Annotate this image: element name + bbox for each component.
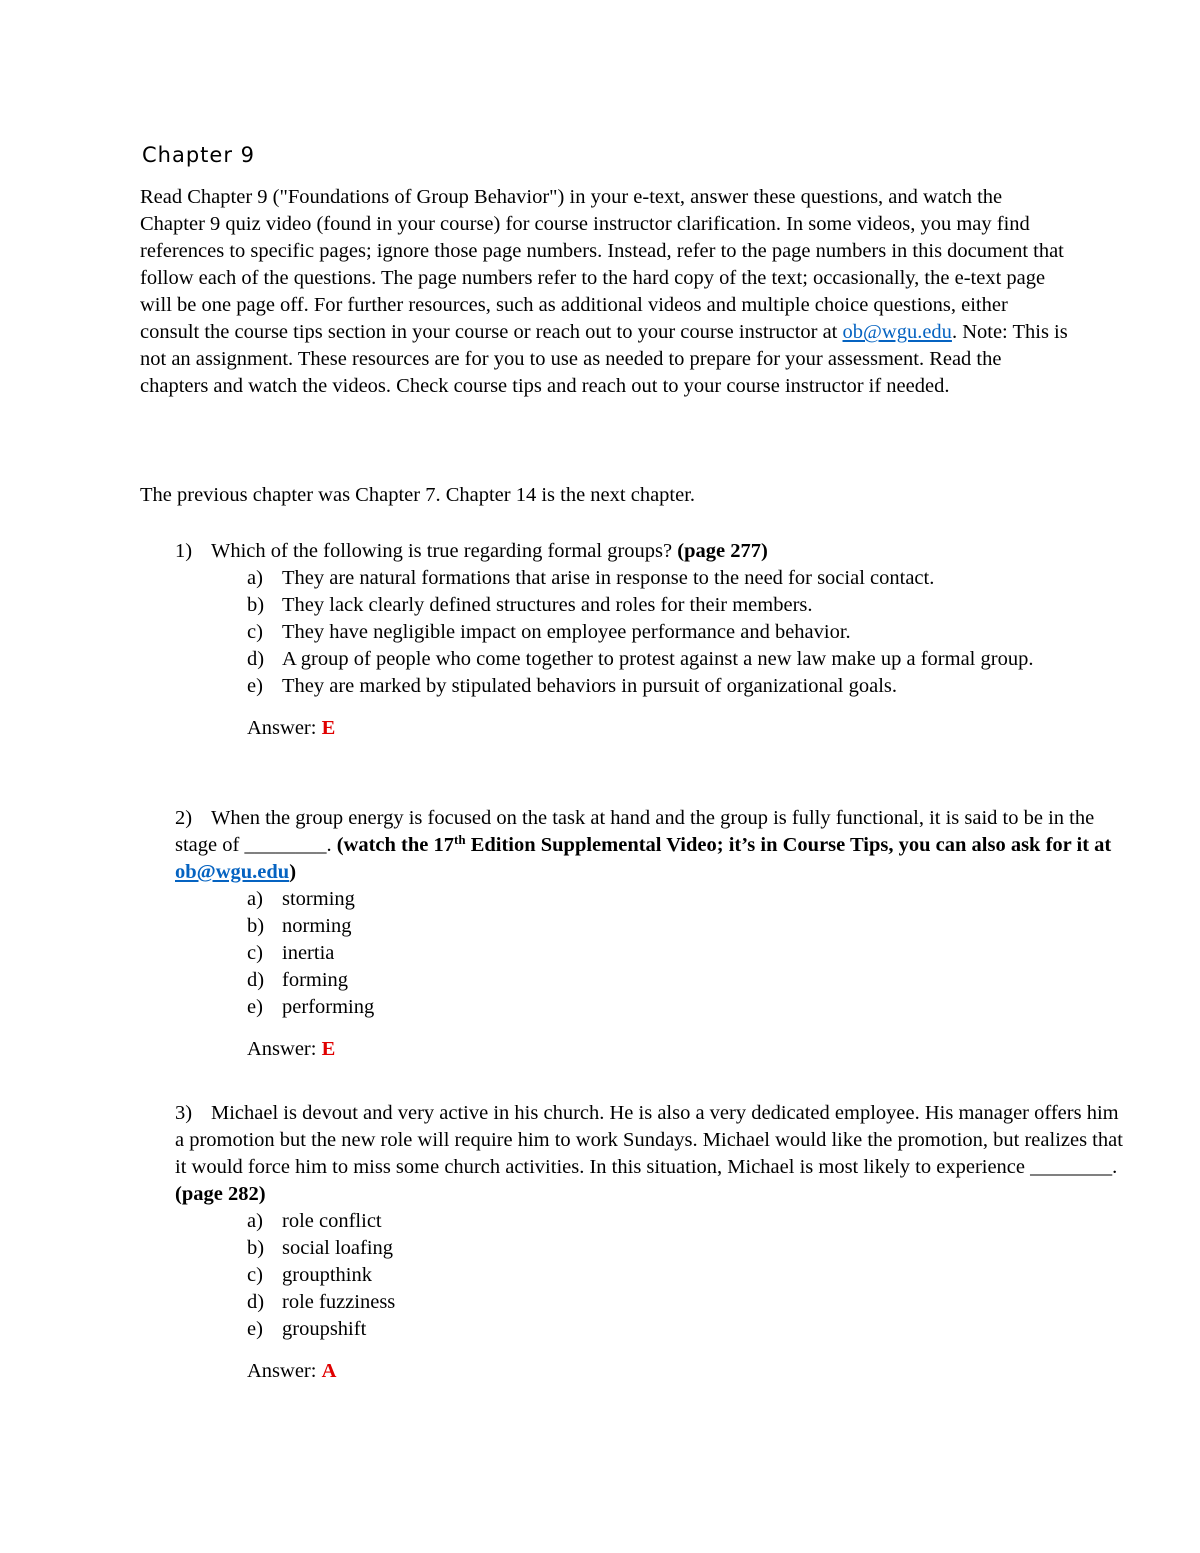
option-letter: a) <box>247 888 263 910</box>
previous-next-note: The previous chapter was Chapter 7. Chapter 14 is the next chapter. <box>140 484 696 506</box>
option-letter: c) <box>247 942 263 964</box>
intro-text-part2: . Note: This is not an assignment. These resources are for you to use as needed to prepare for your assessment. Read the chapters and watch the videos. Check course tips and reach out to your course instructor if needed. <box>140 321 1068 397</box>
option-letter: d) <box>247 969 265 991</box>
option-text: They lack clearly defined structures and roles for their members. <box>282 594 813 616</box>
email-link[interactable]: ob@wgu.edu <box>175 861 290 883</box>
option-b <box>247 1235 1125 1262</box>
option-c <box>247 1262 1125 1289</box>
question-3 <box>175 1100 1125 1385</box>
option-text: groupshift <box>282 1318 367 1340</box>
option-d <box>247 1289 1125 1316</box>
page-reference: (page 282) <box>175 1183 266 1205</box>
option-e <box>247 994 1125 1021</box>
option-text: storming <box>282 888 355 910</box>
option-letter: d) <box>247 648 265 670</box>
option-b <box>247 592 1125 619</box>
question-3-stem <box>175 1100 1125 1208</box>
option-text: performing <box>282 996 375 1018</box>
question-text: Michael is devout and very active in his church. He is also a very dedicated employee. His manager offers him a promotion but the new role will require him to work Sundays. Michael would like the promotion, but realizes that it would force him to miss some church activities. In this situation, Michael is most likely to experience ________. <box>175 1102 1123 1178</box>
answer-label: Answer: <box>247 1360 322 1382</box>
option-letter: a) <box>247 1210 263 1232</box>
option-text: They are marked by stipulated behaviors in pursuit of organizational goals. <box>282 675 898 697</box>
option-text: norming <box>282 915 352 937</box>
question-number: 3) <box>175 1102 193 1124</box>
option-letter: b) <box>247 915 265 937</box>
option-d <box>247 646 1125 673</box>
option-letter: e) <box>247 996 263 1018</box>
answer-letter: E <box>321 717 336 739</box>
options-list <box>175 1208 1125 1343</box>
answer-label: Answer: <box>247 1038 322 1060</box>
option-d <box>247 967 1125 994</box>
option-c <box>247 940 1125 967</box>
option-c <box>247 619 1125 646</box>
answer-letter: E <box>321 1038 336 1060</box>
option-text: forming <box>282 969 349 991</box>
option-letter: a) <box>247 567 263 589</box>
option-a <box>247 565 1125 592</box>
question-2 <box>175 805 1125 1063</box>
video-reference-part3: ) <box>289 861 297 883</box>
option-a <box>247 1208 1125 1235</box>
question-text: When the group energy is focused on the task at hand and the group is fully functional, it is said to be in the stage of ________. <box>175 807 1095 856</box>
option-text: inertia <box>282 942 335 964</box>
option-text: social loafing <box>282 1237 394 1259</box>
options-list <box>175 886 1125 1021</box>
video-reference-part2: Edition Supplemental Video; it’s in Course Tips, you can also ask for it at <box>465 834 1112 856</box>
option-letter: d) <box>247 1291 265 1313</box>
question-2-stem <box>175 805 1125 886</box>
option-letter: b) <box>247 594 265 616</box>
superscript-th: th <box>454 832 466 847</box>
option-letter: b) <box>247 1237 265 1259</box>
option-text: role fuzziness <box>282 1291 396 1313</box>
option-e <box>247 1316 1125 1343</box>
email-link[interactable]: ob@wgu.edu <box>842 321 952 343</box>
intro-paragraph <box>140 184 1070 400</box>
option-text: They are natural formations that arise in response to the need for social contact. <box>282 567 935 589</box>
option-text: groupthink <box>282 1264 372 1286</box>
option-text: A group of people who come together to protest against a new law make up a formal group. <box>282 648 1034 670</box>
answer-line <box>247 1036 1125 1063</box>
option-e <box>247 673 1125 700</box>
option-letter: e) <box>247 675 263 697</box>
answer-letter: A <box>321 1360 337 1382</box>
answer-line <box>247 715 1125 742</box>
video-reference-part1: (watch the 17 <box>336 834 454 856</box>
option-text: role conflict <box>282 1210 382 1232</box>
option-a <box>247 886 1125 913</box>
question-1-stem <box>175 538 1125 565</box>
option-b <box>247 913 1125 940</box>
option-letter: e) <box>247 1318 263 1340</box>
question-text: Which of the following is true regarding formal groups? <box>211 540 678 562</box>
option-text: They have negligible impact on employee performance and behavior. <box>282 621 851 643</box>
option-letter: c) <box>247 621 263 643</box>
option-letter: c) <box>247 1264 263 1286</box>
question-1 <box>175 538 1125 742</box>
page-reference: (page 277) <box>677 540 768 562</box>
question-number: 1) <box>175 540 193 562</box>
options-list <box>175 565 1125 700</box>
answer-label: Answer: <box>247 717 322 739</box>
question-number: 2) <box>175 807 193 829</box>
intro-text-part1: Read Chapter 9 ("Foundations of Group Behavior") in your e-text, answer these questions, and watch the Chapter 9 quiz video (found in your course) for course instructor clarification. In some videos, you may find references to specific pages; ignore those page numbers. Instead, refer to the page numbers in this document that follow each of the questions. The page numbers refer to the hard copy of the text; occasionally, the e-text page will be one page off. For further resources, such as additional videos and multiple choice questions, either consult the course tips section in your course or reach out to your course instructor at <box>140 186 1064 343</box>
answer-line <box>247 1358 1125 1385</box>
page-title: Chapter 9 <box>142 143 255 167</box>
